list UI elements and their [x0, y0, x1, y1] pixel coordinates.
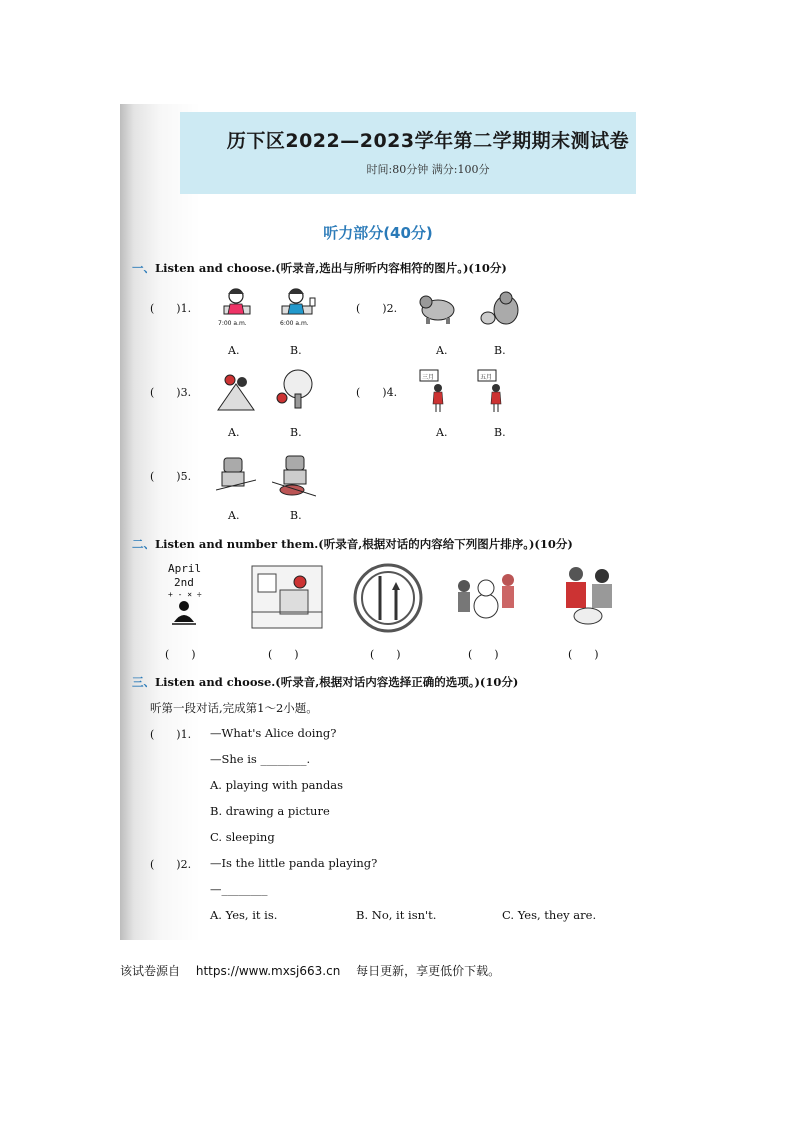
s1-q4-picture-b	[476, 368, 508, 414]
s1-q1-option-b: B.	[290, 344, 302, 357]
s3-q1-option-a: A. playing with pandas	[210, 778, 344, 792]
s1-q3-label: ( )3.	[150, 386, 192, 399]
exam-subtitle: 时间:80分钟 满分:100分	[366, 163, 490, 176]
s1-q3-picture-b	[272, 368, 316, 412]
footer-source: 该试卷源自	[120, 964, 181, 978]
s1-q5-picture-b	[272, 452, 316, 498]
exam-title: 历下区2022—2023学年第二学期期末测试卷	[226, 130, 630, 152]
s3-q2-option-b: B. No, it isn't.	[356, 908, 437, 922]
s1-q4-caption-a: 三月	[422, 374, 435, 381]
section3-heading-text: Listen and choose.(听录音,根据对话内容选择正确的选项。)(10分)	[155, 675, 519, 689]
section2-number: 二、	[132, 537, 155, 551]
footer-source-line	[120, 962, 512, 979]
s1-q4-option-a: A.	[436, 426, 448, 439]
s2-pic1-ops: + - × ÷	[168, 590, 202, 599]
s1-q1-label: ( )1.	[150, 302, 192, 315]
s1-q3-picture-a	[216, 370, 256, 412]
s3-q2-question: —Is the little panda playing?	[210, 856, 378, 870]
s1-q1-caption-b: 6:00 a.m.	[280, 320, 309, 327]
s1-q3-option-a: A.	[228, 426, 240, 439]
title-banner	[180, 112, 636, 194]
s3-q2-option-c: C. Yes, they are.	[502, 908, 597, 922]
section1-number: 一、	[132, 261, 155, 275]
s1-q4-picture-a	[418, 368, 450, 414]
s1-q3-option-b: B.	[290, 426, 302, 439]
s1-q2-option-b: B.	[494, 344, 506, 357]
listening-part-title: 听力部分(40分)	[323, 224, 433, 242]
section1-heading	[132, 260, 507, 276]
s3-q2-answer-line: —________	[210, 882, 268, 896]
section3-heading	[132, 674, 518, 690]
s1-q4-label: ( )4.	[356, 386, 398, 399]
s1-q2-picture-a	[416, 290, 458, 326]
s2-blank-2[interactable]: ( )	[268, 648, 299, 661]
s1-q4-option-b: B.	[494, 426, 506, 439]
s1-q1-option-a: A.	[228, 344, 240, 357]
s1-q4-caption-b: 五月	[480, 374, 493, 381]
s2-pic1-month: April	[168, 562, 202, 575]
s1-q5-label: ( )5.	[150, 470, 192, 483]
s2-picture-5-family-dog	[556, 562, 622, 628]
s1-q1-caption-a: 7:00 a.m.	[218, 320, 247, 327]
s1-q2-option-a: A.	[436, 344, 448, 357]
section2-heading-text: Listen and number them.(听录音,根据对话的内容给下列图片排序。)(10分)	[155, 537, 573, 551]
section1-heading-text: Listen and choose.(听录音,选出与所听内容相符的图片。)(10分)	[155, 261, 507, 275]
s2-picture-3-clock	[352, 562, 424, 634]
s2-blank-3[interactable]: ( )	[370, 648, 401, 661]
section3-number: 三、	[132, 675, 155, 689]
s1-q5-picture-a	[216, 454, 256, 496]
s3-q1-label: ( )1.	[150, 728, 192, 741]
s3-q1-question: —What's Alice doing?	[210, 726, 337, 740]
section2-heading	[132, 536, 573, 552]
s1-q5-option-a: A.	[228, 509, 240, 522]
s3-intro: 听第一段对话,完成第1～2小题。	[150, 701, 318, 715]
footer-note: 每日更新，享更低价下载。	[356, 964, 501, 978]
scanned-exam-page	[120, 104, 636, 940]
s2-picture-1-calendar-math	[160, 562, 210, 632]
s2-blank-1[interactable]: ( )	[165, 648, 196, 661]
s3-q1-option-b: B. drawing a picture	[210, 804, 330, 818]
s2-picture-2-room	[250, 560, 326, 632]
s3-q2-option-a: A. Yes, it is.	[210, 908, 278, 922]
s3-q1-answer-line: —She is ________.	[210, 752, 311, 766]
s1-q2-label: ( )2.	[356, 302, 398, 315]
s2-blank-5[interactable]: ( )	[568, 648, 599, 661]
s2-blank-4[interactable]: ( )	[468, 648, 499, 661]
s1-q5-option-b: B.	[290, 509, 302, 522]
s3-q2-label: ( )2.	[150, 858, 192, 871]
s1-q2-picture-b	[476, 290, 522, 328]
s2-picture-4-snowman	[450, 566, 522, 626]
s3-q1-option-c: C. sleeping	[210, 830, 275, 844]
footer-url[interactable]: https://www.mxsj663.cn	[195, 964, 341, 978]
s2-pic1-day: 2nd	[174, 576, 194, 589]
